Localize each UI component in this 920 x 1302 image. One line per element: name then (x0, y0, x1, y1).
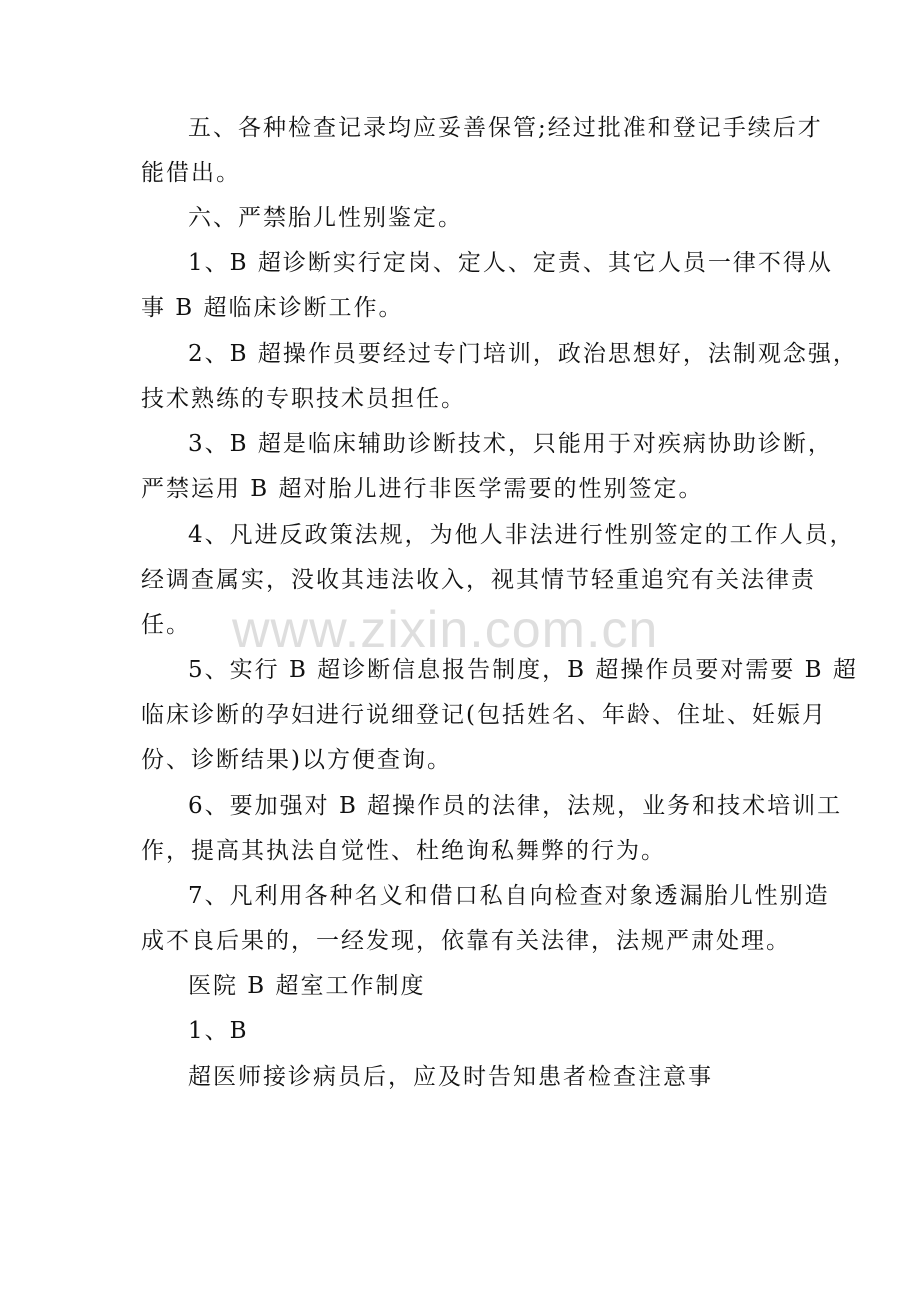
paragraph-6-heading: 六、严禁胎儿性别鉴定。 (188, 205, 463, 231)
item-6-line-2: 作，提高其执法自觉性、杜绝询私舞弊的行为。 (141, 838, 666, 864)
item-3-line-1: 3、B 超是临床辅助诊断技术，只能用于对疾病协助诊断， (188, 431, 833, 457)
item-5-line-2: 临床诊断的孕妇进行说细登记(包括姓名、年龄、住址、妊娠月 (141, 702, 827, 728)
section-item-1-text: 超医师接诊病员后，应及时告知患者检查注意事 (188, 1064, 713, 1090)
item-4-line-2: 经调查属实，没收其违法收入，视其情节轻重追究有关法律责 (141, 567, 816, 593)
item-7-line-1: 7、凡利用各种名义和借口私自向检查对象透漏胎儿性别造 (188, 883, 830, 909)
item-1-line-2: 事 B 超临床诊断工作。 (141, 295, 404, 321)
paragraph-5-line-1: 五、各种检查记录均应妥善保管;经过批准和登记手续后才 (188, 115, 823, 141)
item-4-line-1: 4、凡进反政策法规，为他人非法进行性别签定的工作人员， (188, 522, 855, 548)
item-2-line-2: 技术熟练的专职技术员担任。 (141, 386, 466, 412)
item-7-line-2: 成不良后果的，一经发现，依靠有关法律，法规严肃处理。 (141, 928, 791, 954)
paragraph-5-line-2: 能借出。 (141, 160, 241, 186)
item-5-line-1: 5、实行 B 超诊断信息报告制度，B 超操作员要对需要 B 超 (188, 657, 858, 683)
section-item-1-label: 1、B (188, 1018, 249, 1044)
item-6-line-1: 6、要加强对 B 超操作员的法律，法规，业务和技术培训工 (188, 793, 843, 819)
item-2-line-1: 2、B 超操作员要经过专门培训，政治思想好，法制观念强， (188, 341, 858, 367)
item-4-line-3: 任。 (141, 612, 191, 638)
section-title: 医院 B 超室工作制度 (188, 973, 426, 999)
watermark: www.zixin.com.cn (232, 601, 659, 659)
item-1-line-1: 1、B 超诊断实行定岗、定人、定责、其它人员一律不得从 (188, 250, 833, 276)
item-3-line-2: 严禁运用 B 超对胎儿进行非医学需要的性别签定。 (141, 476, 704, 502)
item-5-line-3: 份、诊断结果)以方便查询。 (141, 747, 452, 773)
